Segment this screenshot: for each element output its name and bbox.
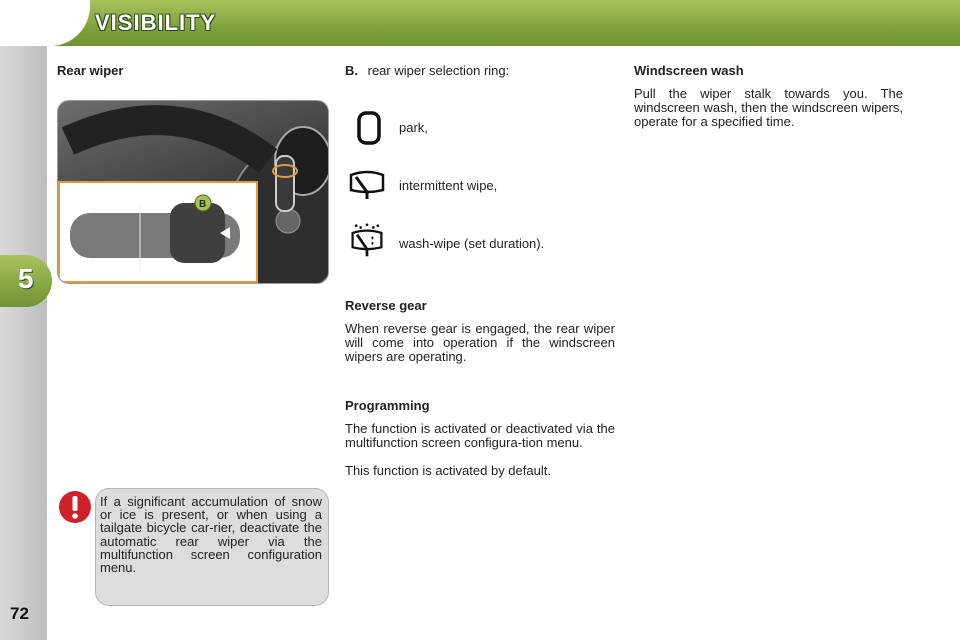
exclamation-warning-icon <box>58 490 92 524</box>
reverse-gear-heading: Reverse gear <box>345 298 427 313</box>
callout-b-label: B <box>199 199 207 210</box>
page-header <box>0 0 960 46</box>
page-number: 72 <box>10 604 29 623</box>
park-icon <box>350 110 388 146</box>
windscreen-wash-text: Pull the wiper stalk towards you. The windscreen wash, then the windscreen wipers, operate for a specified time. <box>634 86 903 129</box>
chapter-tab <box>0 255 52 307</box>
warning-text: If a significant accumulation of snow or ice is present, or when using a tailgate bicycle car-rier, deactivate the automatic rear wiper via the multifunction screen configuration menu. <box>100 494 322 576</box>
intermittent-wipe-icon <box>348 168 386 204</box>
page-title: VISIBILITY <box>95 10 217 35</box>
programming-default-text: This function is activated by default. <box>345 463 551 478</box>
chapter-number: 5 <box>18 263 34 294</box>
selection-ring-text: rear wiper selection ring: <box>367 63 510 78</box>
stalk-closeup-inset <box>58 181 258 283</box>
programming-heading: Programming <box>345 398 430 413</box>
reverse-gear-text: When reverse gear is engaged, the rear wiper will come into operation if the windscreen wipers are operating. <box>345 321 615 364</box>
wash-wipe-label: wash-wipe (set duration). <box>399 236 545 251</box>
chapter-sidebar <box>0 46 47 640</box>
wash-wipe-icon <box>348 223 386 259</box>
programming-text: The function is activated or deactivated via the multifunction screen configura-tion menu. <box>345 421 615 450</box>
selection-ring-letter: B. <box>345 63 358 78</box>
selection-ring-intro <box>345 63 509 78</box>
wiper-stalk-photo <box>57 100 329 284</box>
intermittent-wipe-label: intermittent wipe, <box>399 178 498 193</box>
stalk-closeup <box>60 183 256 281</box>
header-tab <box>0 0 90 46</box>
rear-wiper-heading: Rear wiper <box>57 63 124 78</box>
park-label: park, <box>399 120 428 135</box>
windscreen-wash-heading: Windscreen wash <box>634 63 744 78</box>
